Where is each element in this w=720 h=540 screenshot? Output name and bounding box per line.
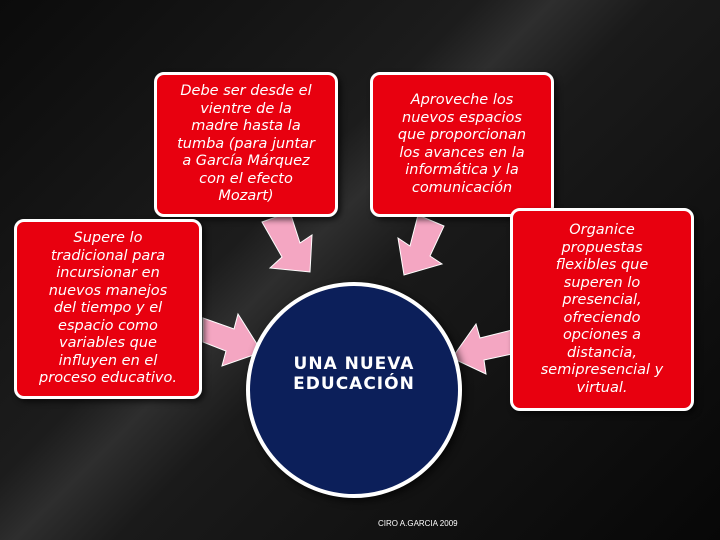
center-label: UNA NUEVA EDUCACIÓN (293, 354, 415, 394)
arrow-top-left-icon (262, 212, 312, 272)
box-right: Organice propuestas flexibles que superen lo presencial, ofreciendo opciones a distancia, semipresencial y virtual. (510, 208, 694, 411)
box-top-left: Debe ser desde el vientre de la madre hasta la tumba (para juntar a García Márquez con el efecto Mozart) (154, 72, 338, 217)
box-left: Supere lo tradicional para incursionar en nuevos manejos del tiempo y el espacio como variables que influyen en el proceso educativo. (14, 219, 202, 399)
box-top-right: Aproveche los nuevos espacios que proporcionan los avances en la informática y la comunicación (370, 72, 554, 217)
arrow-top-right-icon (398, 215, 444, 275)
credit-text: CIRO A.GARCIA 2009 (378, 519, 458, 528)
